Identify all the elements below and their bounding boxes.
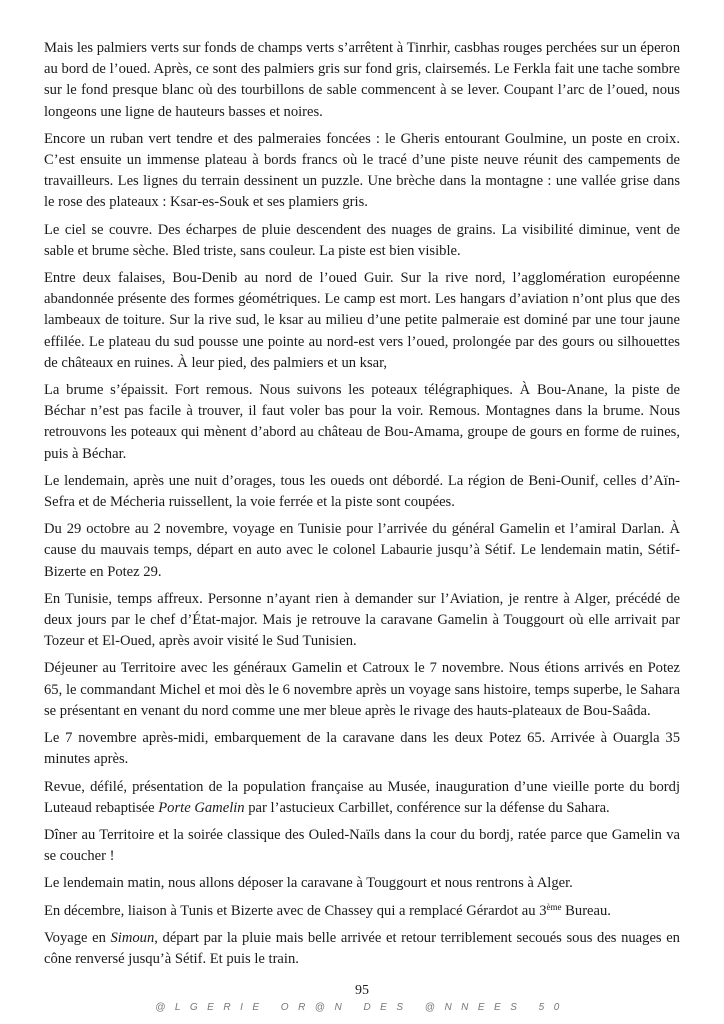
paragraph-13: Le lendemain matin, nous allons déposer la caravane à Touggourt et nous rentrons à Alger. [44,875,573,892]
paragraph-11 [44,777,680,819]
paragraph-11-after: par l’astucieux Carbillet, conférence sur la défense du Sahara. [244,799,610,816]
paragraph-14-before: En décembre, liaison à Tunis et Bizerte avec de Chassey qui a remplacé Gérardot au 3 [44,902,547,919]
paragraph-11-before: Revue, défilé, présentation de la population française au Musée, inauguration d’une vieille porte du bordj Luteaud rebaptisée [44,778,680,816]
paragraph-1: Mais les palmiers verts sur fonds de champs verts s’arrêtent à Tinrhir, casbhas rouges perchées sur un éperon au bord de l’oued. Après, ce sont des palmiers gris sur fond gris, clairsemés. Le Ferkla fait une tache sombre sur le fond presque blanc où des tourbillons de sable commencent à se lever. Coupant l’arc de l’oued, nous longeons une ligne de hauteurs basses et noires. [44,40,680,120]
paragraph-2: Encore un ruban vert tendre et des palmeraies foncées : le Gheris entourant Goulmine, un poste en croix. C’est ensuite un immense plateau à bords francs où le tracé d’une piste neuve réunit des campements de travailleurs. Les lignes du terrain dessinent un puzzle. Une brèche dans la montagne : une vallée grise dans le rose des plateaux : Ksar-es-Souk et ses plamiers gris. [44,130,680,211]
simoun-italic: Simoun [110,929,155,946]
footer-series-title: @LGERIE OR@N DES @NNEES 50 [155,1002,569,1013]
document-body [44,38,680,976]
paragraph-15 [44,928,680,970]
paragraph-15-after: , départ par la pluie mais belle arrivée et retour terriblement secoués sous des nuages en cône renversé jusqu’à Sétif. Et puis le train. [44,929,680,967]
paragraph-8: En Tunisie, temps affreux. Personne n’ayant rien à demander sur l’Aviation, je rentre à Alger, précédé de deux jours par le chef d’État-major. Mais je retrouve la caravane Gamelin à Touggourt où elle arrivait par Tozeur et El-Oued, après avoir visité le Sud Tunisien. [44,590,680,650]
paragraph-14 [44,901,680,922]
paragraph-10: Le 7 novembre après-midi, embarquement de la caravane dans les deux Potez 65. Arrivée à Ouargla 35 minutes après. [44,730,680,768]
paragraph-12: Dîner au Territoire et la soirée classique des Ouled-Naïls dans la cour du bordj, ratée parce que Gamelin va se coucher ! [44,826,680,865]
paragraph-4: Entre deux falaises, Bou-Denib au nord de l’oued Guir. Sur la rive nord, l’agglomération européenne abandonnée présente des formes géométriques. Le camp est mort. Les hangars d’aviation n’ont plus que des lambeaux de toiture. Sur la rive sud, le ksar au milieu d’une petite palmeraie est dominé par une tour jaune effilée. Le plateau du sud pousse une pointe au nord-est vers l’oued, prolongée par des gours ou silhouettes de châteaux en ruines. À leur pied, des palmiers et un ksar, [44,270,680,371]
paragraph-14-after: Bureau. [561,902,611,919]
page-number: 95 [355,983,369,998]
paragraph-6: Le lendemain, après une nuit d’orages, tous les oueds ont débordé. La région de Beni-Ounif, celles d’Aïn-Sefra et de Mécheria ruissellent, la voie ferrée et la piste sont coupées. [44,472,680,511]
ordinal-superscript: ème [546,901,562,912]
paragraph-15-before: Voyage en [44,929,111,946]
paragraph-5: La brume s’épaissit. Fort remous. Nous suivons les poteaux télégraphiques. À Bou-Anane, la piste de Béchar n’est pas facile à trouver, il faut voler bas pour la voir. Remous. Montagnes dans la brume. Nous retrouvons les poteaux qui mènent d’abord au château de Bou-Amama, groupe de gours en forme de ruines, puis à Béchar. [44,382,680,462]
paragraph-9: Déjeuner au Territoire avec les généraux Gamelin et Catroux le 7 novembre. Nous étions arrivés en Potez 65, le commandant Michel et moi dès le 6 novembre après un voyage sans histoire, temps superbe, le Sahara se présentant en venant du nord comme une mer bleue après le rivage des hauts-plateaux de Bou-Saâda. [44,660,680,719]
porte-gamelin-italic: Porte Gamelin [158,799,245,816]
paragraph-7: Du 29 octobre au 2 novembre, voyage en Tunisie pour l’arrivée du général Gamelin et l’amiral Darlan. À cause du mauvais temps, départ en auto avec le colonel Labaurie jusqu’à Sétif. Le lendemain matin, Sétif-Bizerte en Potez 29. [44,521,680,580]
paragraph-3: Le ciel se couvre. Des écharpes de pluie descendent des nuages de grains. La visibilité diminue, vent de sable et brume sèche. Bled triste, sans couleur. La piste est bien visible. [44,221,680,259]
